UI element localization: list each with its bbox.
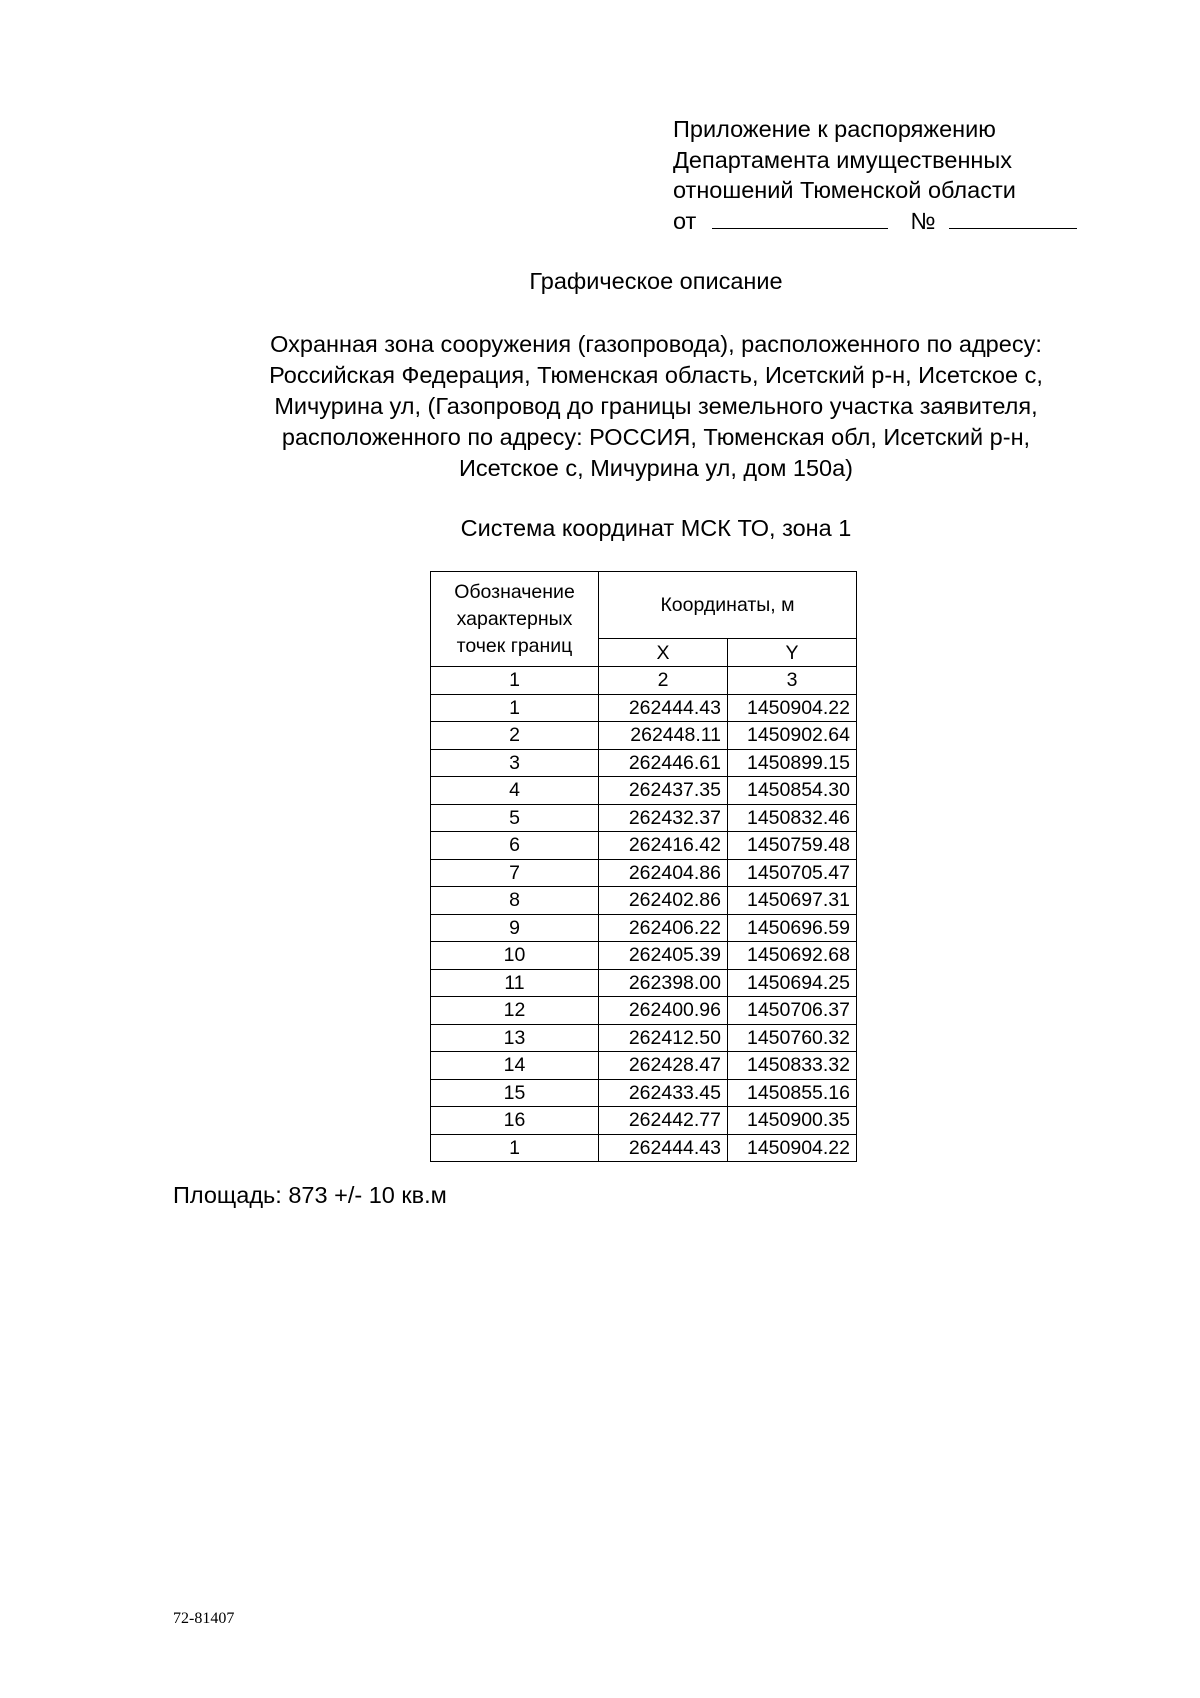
description-line: Исетское с, Мичурина ул, дом 150а) xyxy=(459,455,853,481)
number-blank xyxy=(949,206,1077,229)
column-number: 3 xyxy=(728,667,857,695)
point-cell: 11 xyxy=(431,969,599,997)
coordinates-table xyxy=(430,571,857,1162)
point-cell: 1 xyxy=(431,694,599,722)
x-cell: 262428.47 xyxy=(599,1052,728,1080)
x-cell: 262398.00 xyxy=(599,969,728,997)
x-cell: 262442.77 xyxy=(599,1107,728,1135)
y-cell: 1450900.35 xyxy=(728,1107,857,1135)
y-cell: 1450694.25 xyxy=(728,969,857,997)
appendix-line: Приложение к распоряжению xyxy=(673,116,996,142)
point-cell: 4 xyxy=(431,777,599,805)
y-cell: 1450832.46 xyxy=(728,804,857,832)
x-cell: 262432.37 xyxy=(599,804,728,832)
point-cell: 3 xyxy=(431,749,599,777)
y-cell: 1450904.22 xyxy=(728,1134,857,1162)
point-cell: 1 xyxy=(431,1134,599,1162)
point-cell: 15 xyxy=(431,1079,599,1107)
x-cell: 262402.86 xyxy=(599,887,728,915)
y-cell: 1450760.32 xyxy=(728,1024,857,1052)
number-label: № xyxy=(910,207,936,234)
table-row xyxy=(431,1134,857,1162)
y-cell: 1450854.30 xyxy=(728,777,857,805)
x-cell: 262444.43 xyxy=(599,694,728,722)
appendix-line: Департамента имущественных xyxy=(673,146,1013,173)
y-header: Y xyxy=(728,639,857,667)
area-text: Площадь: 873 +/- 10 кв.м xyxy=(173,1182,447,1208)
point-cell: 16 xyxy=(431,1107,599,1135)
y-cell: 1450705.47 xyxy=(728,859,857,887)
point-cell: 13 xyxy=(431,1024,599,1052)
column-number: 1 xyxy=(431,667,599,695)
table-row xyxy=(431,859,857,887)
x-cell: 262448.11 xyxy=(599,722,728,750)
y-cell: 1450902.64 xyxy=(728,722,857,750)
points-header-line: Обозначение xyxy=(454,580,575,603)
table-row xyxy=(431,942,857,970)
column-number-row xyxy=(431,667,857,695)
appendix-block xyxy=(673,114,1093,236)
table-row xyxy=(431,749,857,777)
appendix-date-number-line xyxy=(673,206,1093,237)
y-cell: 1450899.15 xyxy=(728,749,857,777)
document-number: 72-81407 xyxy=(173,1610,235,1627)
x-cell: 262405.39 xyxy=(599,942,728,970)
y-cell: 1450759.48 xyxy=(728,832,857,860)
table-row xyxy=(431,914,857,942)
coordinates-header: Координаты, м xyxy=(599,572,857,639)
y-cell: 1450833.32 xyxy=(728,1052,857,1080)
point-cell: 8 xyxy=(431,887,599,915)
appendix-line: отношений Тюменской области xyxy=(673,177,1016,203)
point-cell: 12 xyxy=(431,997,599,1025)
x-cell: 262416.42 xyxy=(599,832,728,860)
x-header: X xyxy=(599,639,728,667)
y-cell: 1450697.31 xyxy=(728,887,857,915)
coordinate-system: Система координат МСК ТО, зона 1 xyxy=(460,515,852,541)
y-cell: 1450692.68 xyxy=(728,942,857,970)
table-row xyxy=(431,1079,857,1107)
point-cell: 10 xyxy=(431,942,599,970)
page-title: Графическое описание xyxy=(529,268,783,294)
column-number: 2 xyxy=(599,667,728,695)
point-cell: 7 xyxy=(431,859,599,887)
y-cell: 1450904.22 xyxy=(728,694,857,722)
table-row xyxy=(431,1107,857,1135)
x-cell: 262444.43 xyxy=(599,1134,728,1162)
x-cell: 262433.45 xyxy=(599,1079,728,1107)
x-cell: 262437.35 xyxy=(599,777,728,805)
table-row xyxy=(431,804,857,832)
description-line: расположенного по адресу: РОССИЯ, Тюменская обл, Исетский р-н, xyxy=(281,424,1031,450)
table-row xyxy=(431,887,857,915)
points-header-line: точек границ xyxy=(456,634,573,657)
x-cell: 262406.22 xyxy=(599,914,728,942)
x-cell: 262446.61 xyxy=(599,749,728,777)
y-cell: 1450855.16 xyxy=(728,1079,857,1107)
point-cell: 14 xyxy=(431,1052,599,1080)
table-row xyxy=(431,777,857,805)
x-cell: 262412.50 xyxy=(599,1024,728,1052)
object-description xyxy=(210,329,1102,484)
table-row xyxy=(431,1052,857,1080)
x-cell: 262400.96 xyxy=(599,997,728,1025)
points-header xyxy=(431,572,599,667)
y-cell: 1450706.37 xyxy=(728,997,857,1025)
table-header-row xyxy=(431,572,857,639)
description-line: Российская Федерация, Тюменская область, Исетский р-н, Исетское с, xyxy=(269,362,1043,388)
table-row xyxy=(431,997,857,1025)
point-cell: 5 xyxy=(431,804,599,832)
point-cell: 2 xyxy=(431,722,599,750)
description-line: Мичурина ул, (Газопровод до границы земельного участка заявителя, xyxy=(274,393,1038,419)
points-header-line: характерных xyxy=(456,607,573,630)
y-cell: 1450696.59 xyxy=(728,914,857,942)
x-cell: 262404.86 xyxy=(599,859,728,887)
date-blank xyxy=(712,206,888,229)
table-row xyxy=(431,694,857,722)
table-row xyxy=(431,969,857,997)
from-label: от xyxy=(673,207,697,234)
table-row xyxy=(431,1024,857,1052)
table-row xyxy=(431,722,857,750)
table-row xyxy=(431,832,857,860)
description-line: Охранная зона сооружения (газопровода), расположенного по адресу: xyxy=(270,331,1042,357)
point-cell: 6 xyxy=(431,832,599,860)
point-cell: 9 xyxy=(431,914,599,942)
